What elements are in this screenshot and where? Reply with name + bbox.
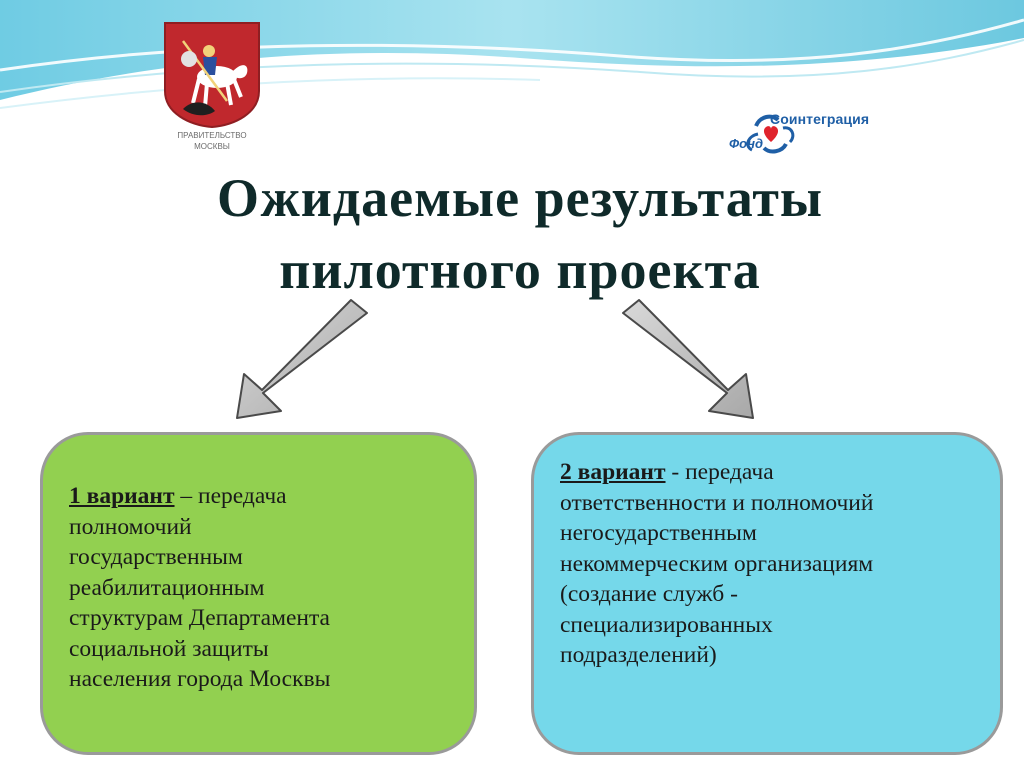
fund-name: Соинтеграция	[770, 111, 870, 127]
variant-2-text-1: - передача	[665, 459, 774, 485]
variant-2-line-6: специализированных	[560, 611, 773, 638]
moscow-coat-of-arms-icon	[163, 21, 261, 129]
variant-1-line-5: структурам Департамента	[69, 605, 330, 631]
variant-1-line-4: реабилитационным	[69, 574, 265, 601]
fund-word: Фонд	[729, 136, 763, 151]
variant-2-label: 2 вариант	[560, 459, 666, 485]
variant-2-line-3: негосударственным	[560, 520, 757, 546]
variant-2-line-5: (создание служб -	[560, 581, 738, 607]
page-title	[120, 162, 920, 306]
variant-2-line-7: подразделений)	[560, 642, 717, 668]
emblem-caption-line-1: ПРАВИТЕЛЬСТВО	[177, 131, 247, 140]
page-title-line-2: пилотного проекта	[279, 240, 761, 300]
variant-1-line-2: полномочий	[69, 513, 192, 540]
variant-2-line-2: ответственности и полномочий	[560, 489, 874, 516]
emblem-caption	[160, 130, 264, 152]
variant-1-line-6: социальной защиты	[69, 635, 269, 662]
variant-1-line-1	[69, 481, 454, 512]
variant-1-line-3: государственным	[69, 544, 243, 570]
variant-1-text-1: – передача	[174, 483, 287, 509]
variant-2-line-4: некоммерческим организациям	[560, 550, 874, 577]
arrow-down-left-icon	[237, 300, 367, 418]
emblem-caption-line-2: МОСКВЫ	[194, 142, 230, 151]
variant-2-box	[531, 432, 1003, 755]
variant-1-line-7: населения города Москвы	[69, 666, 331, 692]
arrow-down-right-icon	[623, 300, 753, 418]
page-title-line-1: Ожидаемые результаты	[216, 168, 824, 228]
variant-1-box	[40, 432, 477, 755]
variant-1-label: 1 вариант	[69, 483, 175, 509]
variant-2-line-1	[560, 457, 982, 488]
